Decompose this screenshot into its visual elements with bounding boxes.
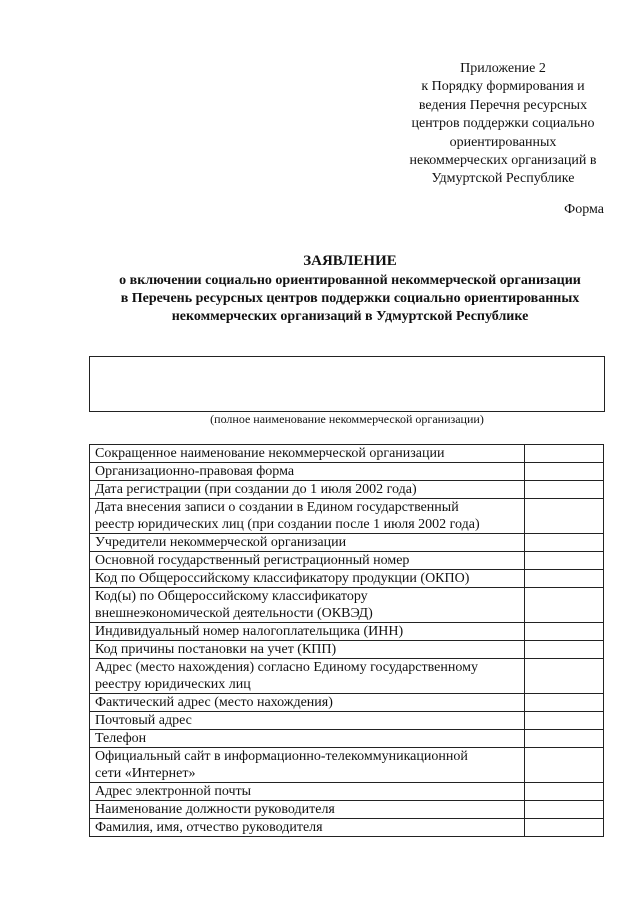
table-row [90, 534, 604, 552]
row-value-field[interactable] [524, 641, 603, 659]
appendix-line: некоммерческих организаций в [409, 153, 597, 169]
row-label-line: Адрес электронной почты [95, 784, 252, 799]
row-value-field[interactable] [524, 694, 603, 712]
row-value-field[interactable] [524, 801, 603, 819]
appendix-header [390, 60, 616, 189]
row-label-line: Индивидуальный номер налогоплательщика (ИНН) [95, 624, 404, 639]
table-row [90, 730, 604, 748]
row-label [90, 694, 525, 712]
table-row [90, 819, 604, 837]
row-label [90, 481, 525, 499]
row-label [90, 445, 525, 463]
form-label: Форма [564, 202, 604, 217]
row-label-line: Учредители некоммерческой организации [95, 535, 347, 550]
table-row [90, 552, 604, 570]
org-full-name-caption: (полное наименование некоммерческой организации) [210, 412, 484, 426]
appendix-line: центров поддержки социально [411, 116, 595, 132]
row-label [90, 534, 525, 552]
title-line: некоммерческих организаций в Удмуртской Республике [171, 309, 529, 324]
row-label-line: Код по Общероссийскому классификатору продукции (ОКПО) [95, 571, 470, 586]
table-row [90, 801, 604, 819]
table-row [90, 463, 604, 481]
row-label [90, 499, 525, 534]
row-value-field[interactable] [524, 552, 603, 570]
row-label-line: Адрес (место нахождения) согласно Единому государственному [95, 660, 478, 675]
row-label-line: Основной государственный регистрационный номер [95, 553, 410, 568]
row-label-line: Дата внесения записи о создании в Едином государственный [95, 500, 459, 515]
table-row [90, 445, 604, 463]
row-label-line: Дата регистрации (при создании до 1 июля 2002 года) [95, 482, 417, 497]
org-full-name-field[interactable] [89, 356, 605, 412]
row-value-field[interactable] [524, 570, 603, 588]
row-label [90, 570, 525, 588]
row-value-field[interactable] [524, 463, 603, 481]
row-label [90, 819, 525, 837]
row-label-line: Почтовый адрес [95, 713, 192, 728]
row-value-field[interactable] [524, 783, 603, 801]
title-main: ЗАЯВЛЕНИЕ [303, 253, 397, 269]
row-label-line: сети «Интернет» [95, 766, 196, 781]
row-label-line: Телефон [95, 731, 147, 746]
table-row [90, 499, 604, 534]
row-value-field[interactable] [524, 748, 603, 783]
appendix-line: ведения Перечня ресурсных [418, 97, 588, 113]
row-label [90, 659, 525, 694]
row-value-field[interactable] [524, 659, 603, 694]
row-label [90, 623, 525, 641]
table-row [90, 481, 604, 499]
row-label [90, 588, 525, 623]
appendix-line: ориентированных [449, 134, 557, 150]
row-value-field[interactable] [524, 445, 603, 463]
appendix-line: Приложение 2 [460, 61, 546, 76]
row-value-field[interactable] [524, 499, 603, 534]
row-label-line: Наименование должности руководителя [95, 802, 335, 817]
row-label [90, 463, 525, 481]
row-label [90, 730, 525, 748]
row-label-line: Код(ы) по Общероссийскому классификатору [95, 589, 368, 604]
table-row [90, 623, 604, 641]
table-row [90, 588, 604, 623]
appendix-line: к Порядку формирования и [421, 79, 585, 95]
row-label-line: Фактический адрес (место нахождения) [95, 695, 333, 710]
row-value-field[interactable] [524, 730, 603, 748]
row-label [90, 783, 525, 801]
row-value-field[interactable] [524, 588, 603, 623]
row-label-line: внешнеэкономической деятельности (ОКВЭД) [95, 606, 373, 621]
row-label-line: реестр юридических лиц (при создании после 1 июля 2002 года) [95, 517, 480, 532]
row-label [90, 748, 525, 783]
row-label [90, 641, 525, 659]
table-row [90, 748, 604, 783]
row-value-field[interactable] [524, 819, 603, 837]
table-row [90, 694, 604, 712]
row-label [90, 801, 525, 819]
row-label-line: Код причины постановки на учет (КПП) [95, 642, 337, 657]
title-subtitle [60, 272, 640, 326]
table-row [90, 641, 604, 659]
row-label-line: реестру юридических лиц [95, 677, 251, 692]
row-label-line: Официальный сайт в информационно-телекоммуникационной [95, 749, 468, 764]
document-title [60, 252, 640, 326]
row-value-field[interactable] [524, 481, 603, 499]
row-label [90, 552, 525, 570]
row-value-field[interactable] [524, 534, 603, 552]
row-value-field[interactable] [524, 623, 603, 641]
row-label-line: Фамилия, имя, отчество руководителя [95, 820, 323, 835]
table-row [90, 659, 604, 694]
table-row [90, 570, 604, 588]
title-line: в Перечень ресурсных центров поддержки социально ориентированных [120, 291, 580, 306]
row-label-line: Организационно-правовая форма [95, 464, 295, 479]
row-label [90, 712, 525, 730]
row-value-field[interactable] [524, 712, 603, 730]
table-row [90, 712, 604, 730]
row-label-line: Сокращенное наименование некоммерческой организации [95, 446, 445, 461]
title-line: о включении социально ориентированной некоммерческой организации [119, 273, 581, 288]
org-info-table [89, 444, 604, 837]
table-row [90, 783, 604, 801]
appendix-line: Удмуртской Республике [431, 171, 575, 187]
